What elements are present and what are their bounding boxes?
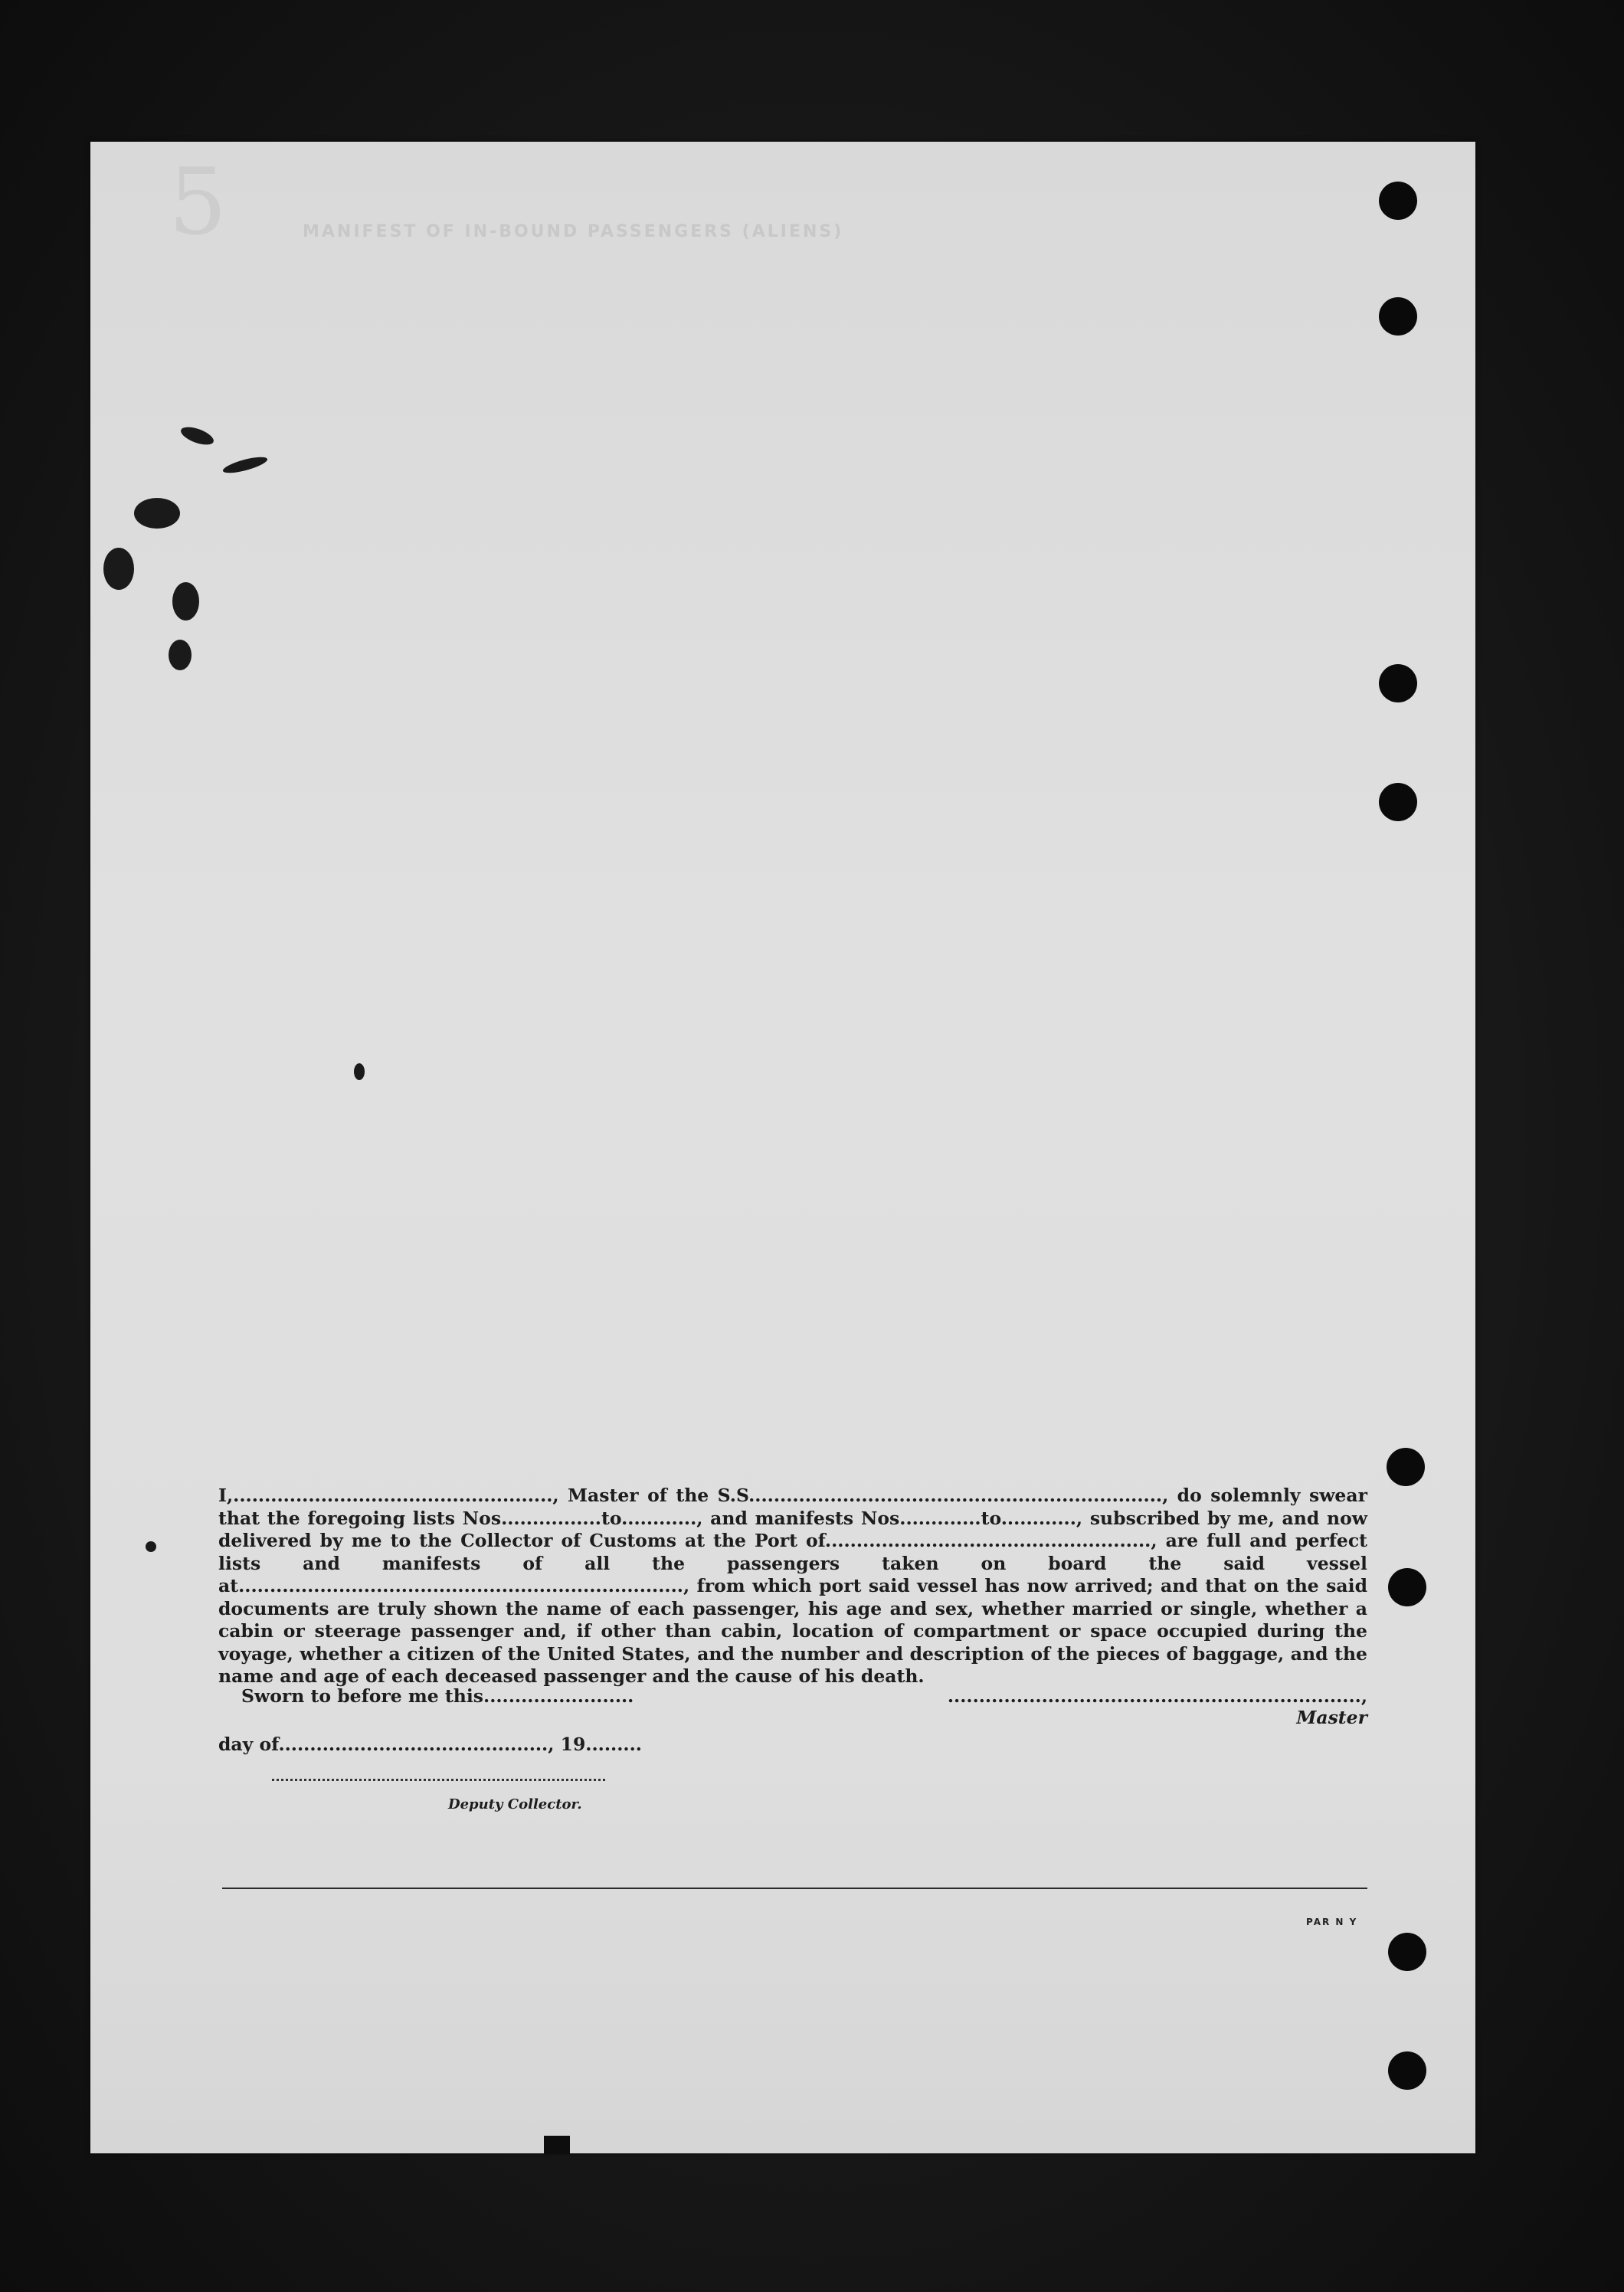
binder-hole	[1379, 783, 1417, 821]
binder-hole	[1387, 1448, 1425, 1486]
oath-text: I,..................................................., Master of the S.S.................................................................., do solemnly swear that the foregoing lists Nos................to............, and manifests Nos.............to............, subscribed by me, and now delivered by me to the Collector of Customs at the Port of...................................................., are full and perfect lists and manifests of all the passengers taken on board the said vessel at......................................................................., from which port said vessel has now arrived; and that on the said documents are truly shown the name of each passenger, his age and sex, whether married or single, whether a cabin or steerage passenger and, if other than cabin, location of compartment or space occupied during the voyage, whether a citizen of the United States, and the number and description of the pieces of baggage, and the name and age of each deceased passenger and the cause of his death.	[218, 1485, 1367, 1687]
binder-hole	[1388, 1568, 1426, 1606]
binder-hole	[1379, 297, 1417, 336]
printer-mark: PAR N Y	[1306, 1917, 1358, 1927]
master-oath-paragraph	[218, 1485, 1367, 1688]
ink-blot	[172, 582, 199, 620]
ink-blot	[134, 498, 180, 529]
sworn-line: Sworn to before me this........................	[241, 1685, 634, 1707]
master-signature-line	[900, 1685, 1367, 1728]
deputy-signature-line	[272, 1779, 605, 1781]
master-dots: ..................................................................,	[947, 1685, 1367, 1707]
binder-hole	[1379, 664, 1417, 702]
ink-blot	[354, 1063, 365, 1080]
page-tab-notch	[544, 2136, 570, 2154]
binder-hole	[1379, 182, 1417, 220]
ghost-heading: MANIFEST OF IN-BOUND PASSENGERS (ALIENS)	[303, 222, 844, 241]
binder-hole	[1388, 2051, 1426, 2090]
master-label: Master	[1296, 1707, 1367, 1728]
ink-blot	[146, 1541, 156, 1552]
divider-rule	[222, 1888, 1367, 1889]
ink-blot	[103, 548, 134, 590]
manifest-page	[90, 142, 1475, 2153]
deputy-collector-label: Deputy Collector.	[448, 1796, 582, 1812]
ghost-page-number: 5	[169, 149, 228, 256]
ink-blot	[169, 640, 192, 670]
binder-hole	[1388, 1933, 1426, 1971]
day-line: day of..........................................., 19.........	[218, 1734, 642, 1755]
